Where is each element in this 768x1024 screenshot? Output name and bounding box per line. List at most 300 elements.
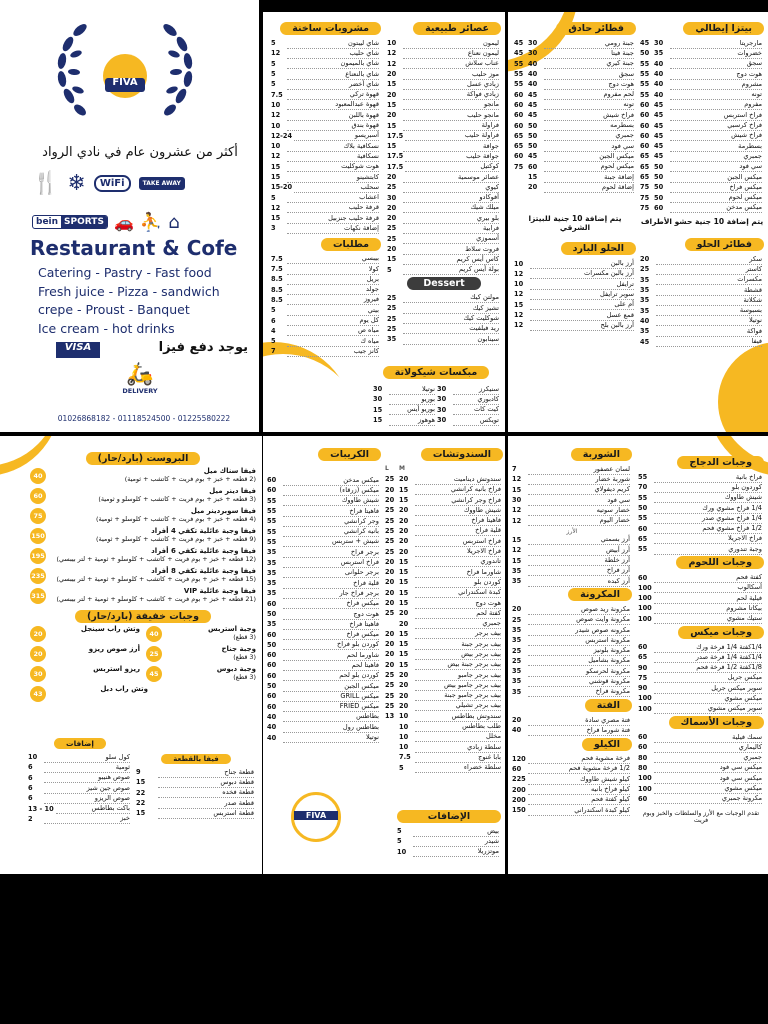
item-name: عصائر موسمية: [403, 172, 499, 183]
menu-item: [267, 629, 381, 639]
item-name: بيف برجر جامبو: [415, 670, 501, 681]
menu-item: [640, 89, 764, 99]
menu-item: [267, 722, 381, 732]
item-price-medium: 15: [399, 578, 409, 587]
menu-item: [387, 120, 501, 130]
item-price: 12: [271, 203, 281, 212]
item-name: خضار سوتيه: [528, 505, 630, 516]
menu-item: [514, 151, 636, 161]
item-price: 6: [28, 773, 33, 782]
item-name: صوص جين شيز: [44, 783, 130, 794]
item-price: 60: [267, 671, 277, 680]
item-name: صوص هنيبو: [44, 772, 130, 783]
item-price: 55: [267, 496, 277, 505]
item-name: كابتشينو: [287, 172, 379, 183]
item-name: زبادي فواكة: [403, 89, 499, 100]
section-title: مشروبات ساخنة: [280, 22, 381, 35]
extras-section: [28, 736, 132, 824]
menu-item: [387, 265, 501, 275]
item-name: فراخ استربس: [670, 110, 762, 121]
item-price: 6: [28, 763, 33, 772]
item-name: تونه: [544, 99, 634, 110]
item-price-large: 60: [514, 90, 524, 99]
meal-name: وجبة استربس: [208, 625, 256, 633]
item-price: 80: [638, 753, 648, 762]
section-title: الحلو البارد: [561, 242, 636, 255]
item-name: قمع عسل: [530, 310, 634, 321]
item-name: ميكس الجبن: [544, 151, 634, 162]
item-name: 1/2 فرخة مشوية فحم: [528, 763, 630, 774]
item-price-large: 25: [385, 701, 395, 710]
item-name: جولد: [287, 284, 379, 295]
item-name: شاي حليب: [287, 48, 379, 59]
menu-item: [638, 773, 764, 783]
item-name: ليمون نعناع: [403, 48, 499, 59]
menu-item-pair: [373, 415, 501, 425]
item-price-large: 45: [514, 39, 524, 48]
menu-item: [638, 544, 764, 554]
item-name: أسموزي: [403, 233, 499, 244]
menu-item: [512, 625, 632, 635]
item-price: 35: [640, 306, 650, 315]
item-name: وجبة تندوري: [654, 544, 762, 555]
item-price: 150: [512, 806, 526, 815]
item-name: بانيه كرانشي: [283, 526, 379, 537]
menu-item: [271, 110, 381, 120]
menu-item: [512, 555, 632, 565]
item-price-large: 25: [385, 526, 395, 535]
meal-name: أرز صوص ريزو: [88, 645, 140, 653]
item-price-large: 20: [385, 588, 395, 597]
item-name: مكرونة بشاميل: [528, 655, 630, 666]
item-price-medium: 30: [528, 49, 538, 58]
item-price-medium: 15: [399, 629, 409, 638]
item-price-medium: 20: [399, 681, 409, 690]
item-name: شيش طاووك: [283, 495, 379, 506]
item-name: شاي بالميمون: [287, 58, 379, 69]
item-name: شاي بالنعناع: [287, 69, 379, 80]
menu-item: [267, 650, 381, 660]
item-name: سلطة زبادي: [415, 742, 501, 753]
menu-item: [387, 100, 501, 110]
menu-item: [512, 535, 632, 545]
item-name: فاهيتا فراخ: [283, 619, 379, 630]
menu-item: [267, 702, 381, 712]
menu-item: [638, 642, 764, 652]
item-name: شوكليت كيك: [403, 313, 499, 324]
item-price-large: 55: [514, 70, 524, 79]
item-name: قهوة باللبن: [287, 110, 379, 121]
menu-item: [385, 485, 503, 495]
section-title: فطائر حادق: [556, 22, 636, 35]
menu-item: [638, 742, 764, 752]
item-name: بيتي: [287, 305, 379, 316]
item-price: 3: [271, 224, 276, 233]
item-price-medium: 15: [399, 640, 409, 649]
item-name: مكرونة فراخ: [528, 686, 630, 697]
item-price: 20: [387, 203, 397, 212]
section-title: إضافات: [54, 738, 106, 749]
item-price-large: 25: [385, 609, 395, 618]
item-price: 35: [512, 687, 522, 696]
price-badge: 315: [30, 588, 46, 604]
section-title: وجبات اللحوم: [676, 556, 764, 569]
amenity-icons-2: [32, 208, 252, 236]
menu-item: [28, 783, 132, 793]
item-price-medium: 60: [528, 162, 538, 171]
item-price: 15: [514, 300, 524, 309]
menu-item: [271, 192, 381, 202]
menu-item: [512, 666, 632, 676]
delivery-icon: 🛵 DELIVERY: [122, 362, 158, 395]
item-name: أرز كبده: [528, 576, 630, 587]
menu-item: [512, 676, 632, 686]
item-name: قهوة بندق: [287, 120, 379, 131]
item-price: 35: [267, 589, 277, 598]
item-price: 60: [267, 651, 277, 660]
item-name: مشروم: [670, 79, 762, 90]
item-price-medium: 50: [654, 193, 664, 202]
menu-item: [640, 182, 764, 192]
item-name: لحم مفروم: [544, 89, 634, 100]
item-price-medium: 20: [399, 537, 409, 546]
menu-item: [136, 798, 256, 808]
menu-item: [640, 38, 764, 48]
item-name: جمبري: [670, 151, 762, 162]
menu-item: [640, 151, 764, 161]
item-name: أم على: [530, 299, 634, 310]
section-title: الكريبات: [318, 448, 381, 461]
menu-item: [512, 635, 632, 645]
item-price-medium: 45: [654, 121, 664, 130]
menu-item: [387, 172, 501, 182]
item-name: إضافة جبنة: [544, 172, 634, 183]
item-price: 30: [512, 496, 522, 505]
item-name: كيلو كفتة فحم: [528, 794, 630, 805]
menu-item: [385, 557, 503, 567]
item-name: كول سلو: [44, 752, 130, 763]
item-price: 60: [267, 476, 277, 485]
item-price-medium: 15: [399, 557, 409, 566]
item-name: ميكس سي فود: [654, 762, 762, 773]
menu-item: [638, 482, 764, 492]
menu-item: [514, 258, 636, 268]
services-list: [38, 264, 220, 338]
item-price-medium: 5: [399, 763, 404, 772]
item-name: مكسرات: [656, 274, 762, 285]
item-price-large: 20: [385, 557, 395, 566]
item-name: فتة مصري سادة: [528, 715, 630, 726]
light-meal-row: [30, 646, 256, 662]
price-badge: 75: [30, 508, 46, 524]
item-name: هوت دوج: [283, 609, 379, 620]
item-price-medium: 45: [654, 111, 664, 120]
item-price: 8.5: [271, 275, 283, 284]
item-name: مكرونة قوشني: [528, 676, 630, 687]
brand-tagline: أكثر من عشرون عام في نادي الرواد: [42, 145, 238, 160]
item-price-large: 25: [385, 547, 395, 556]
item-price-medium: 20: [399, 506, 409, 515]
menu-item: [514, 38, 636, 48]
drinks-panel: [263, 12, 505, 432]
item-price: 10: [271, 142, 281, 151]
menu-item: [385, 598, 503, 608]
menu-item: [387, 59, 501, 69]
item-name: ميكس FRIED: [283, 701, 379, 712]
item-price-medium: 50: [654, 183, 664, 192]
menu-item: [638, 794, 764, 804]
item-price: 12-24: [271, 131, 293, 140]
menu-item: [640, 48, 764, 58]
item-price: 100: [638, 594, 652, 603]
menu-item: [385, 588, 503, 598]
menu-item: [385, 567, 503, 577]
brand-name: FIVA: [112, 77, 138, 88]
price-badge: 195: [30, 548, 46, 564]
item-name: أرز خلطة: [528, 555, 630, 566]
menu-item: [387, 334, 501, 344]
item-price-medium: 45: [654, 100, 664, 109]
menu-item: [385, 536, 503, 546]
item-name: كادبوري: [453, 394, 499, 405]
brand-name: FIVA: [294, 811, 338, 820]
meal-item: [30, 488, 256, 504]
item-price: 40: [267, 712, 277, 721]
item-name: تويكس: [453, 415, 499, 426]
item-price: 100: [638, 694, 652, 703]
menu-item: [638, 583, 764, 593]
item-name: فراخ شيش: [544, 110, 634, 121]
menu-item: [271, 69, 381, 79]
meals-note: تقدم الوجبات مع الأرز والسلطات والخبز وبوم فريت: [642, 810, 760, 825]
item-name: شاورما لحم: [283, 650, 379, 661]
menu-item: [397, 836, 501, 846]
menu-item: [514, 162, 636, 172]
meal-text: [46, 588, 256, 603]
item-price: 75: [638, 673, 648, 682]
item-price-medium: 40: [654, 80, 664, 89]
menu-item: [385, 752, 503, 762]
item-price-large: 55: [640, 59, 650, 68]
menu-item: [267, 660, 381, 670]
item-price: 22: [136, 788, 146, 797]
item-name: تاندوري: [415, 556, 501, 567]
item-price: 15-20: [271, 183, 293, 192]
item-price-large: 65: [640, 173, 650, 181]
item-name: هوت شوكليت: [287, 161, 379, 172]
pies-note: يتم إضافة 10 جنية للبيتزا الشرقي: [528, 214, 622, 233]
item-name: فيفا: [656, 336, 762, 347]
item-name: وجر كرانشي: [283, 516, 379, 527]
item-price-medium: 45: [528, 90, 538, 99]
menu-item: [638, 523, 764, 533]
item-price: 25: [387, 304, 397, 313]
item-price: 80: [638, 763, 648, 772]
item-price-medium: 50: [654, 162, 664, 171]
item-price: 65: [638, 653, 648, 662]
item-name: إضافة لحوم: [544, 182, 634, 193]
service-line: Catering - Pastry - Fast food: [38, 265, 212, 280]
menu-item: [387, 162, 501, 172]
menu-item: [267, 732, 381, 742]
item-name: ميلك شيك: [403, 202, 499, 213]
item-name: فرخة مشوية فحم: [528, 753, 630, 764]
menu-item: [267, 496, 381, 506]
menu-item: [514, 320, 636, 330]
menu-item: [638, 472, 764, 482]
meal-name: فيفا وجبة عائلية تكفي 6 أفراد: [151, 547, 256, 555]
item-price: 35: [512, 626, 522, 634]
menu-item: [387, 244, 501, 254]
item-price: 60: [512, 764, 522, 773]
item-price-large: 20: [385, 599, 395, 607]
item-name: سكر: [656, 254, 762, 265]
menu-item: [512, 795, 632, 805]
service-line: Fresh juice - Pizza - sandwich: [38, 283, 220, 299]
item-price: 10: [514, 280, 524, 289]
meal-item: [30, 468, 256, 484]
item-price: 55: [638, 514, 648, 523]
item-price-medium: 50: [654, 173, 664, 181]
menu-item: [512, 774, 632, 784]
item-name: مانجو حليب: [403, 110, 499, 121]
item-name: بسبوسة: [656, 305, 762, 316]
item-price: 35: [512, 636, 522, 645]
menu-item: [271, 213, 381, 223]
item-price-medium: 40: [528, 80, 538, 89]
section-title: وجبات خفيفة (بارد/حار): [75, 610, 211, 623]
menu-item: [387, 203, 501, 213]
menu-item: [385, 649, 503, 659]
item-name: كانز جيب: [287, 346, 379, 357]
menu-item: [271, 48, 381, 58]
item-name: سلطة خضراء: [415, 762, 501, 773]
item-price: 100: [638, 614, 652, 623]
item-price-medium: 45: [528, 111, 538, 120]
menu-item: [267, 537, 381, 547]
item-price-large: 20: [385, 496, 395, 505]
item-price: 15: [512, 485, 522, 494]
item-name: قلية فراخ: [415, 525, 501, 536]
item-name: بوريو: [389, 394, 435, 405]
item-name: أرز بالبن: [530, 258, 634, 269]
item-price-medium: 50: [528, 142, 538, 151]
item-name: مياه ص: [287, 325, 379, 336]
item-price: 25: [387, 234, 397, 243]
meal-text: [154, 686, 256, 694]
item-name: خضار اليوم: [528, 515, 630, 526]
item-name: فراخ بانيه كرانشي: [415, 484, 501, 495]
item-price: 40: [267, 733, 277, 742]
item-name: مكرونة جمبري: [654, 793, 762, 804]
item-price-large: 75: [640, 193, 650, 202]
item-name: جبنة رومي: [544, 38, 634, 49]
meal-desc: (2 قطعه + خبز + بوم فريت + كاتشب + ثومية): [124, 474, 256, 483]
pies-section: [514, 20, 636, 331]
item-price-large: 55: [640, 70, 650, 79]
item-price: 70: [638, 483, 648, 492]
item-name: قطعة دبوس: [158, 777, 254, 788]
item-name: شاي أخضر: [287, 79, 379, 90]
meal-name: وتش راب دبل: [100, 685, 148, 693]
item-price: 35: [267, 568, 277, 577]
menu-item: [385, 474, 503, 484]
item-name: برجر فراخ: [283, 547, 379, 558]
menu-item: [514, 59, 636, 69]
item-price: 35: [512, 677, 522, 686]
menu-item: [514, 131, 636, 141]
menu-item: [512, 474, 632, 484]
meal-name: فيفا سوبردينر ميل: [190, 507, 256, 515]
brand-panel: [0, 0, 259, 432]
item-name: قطعة فخده: [158, 787, 254, 798]
menu-item: [640, 172, 764, 182]
item-price-large: 20: [385, 485, 395, 494]
visa-text: يوجد دفع فيزا: [158, 340, 248, 355]
menu-item: [638, 693, 764, 703]
menu-item: [267, 588, 381, 598]
menu-item: [385, 505, 503, 515]
item-name: قطعة صدر: [158, 798, 254, 809]
menu-item: [512, 725, 632, 735]
item-name: أرز فراخ: [528, 565, 630, 576]
item-price: 55: [267, 517, 277, 526]
menu-item: [640, 192, 764, 202]
item-name: ميكس GRILL: [283, 691, 379, 702]
menu-item: [638, 732, 764, 742]
menu-item: [640, 59, 764, 69]
item-price-medium: 40: [654, 70, 664, 79]
item-price-medium: 15: [399, 599, 409, 607]
item-name: بطاطس: [283, 711, 379, 722]
menu-item: [271, 203, 381, 213]
item-price: 7: [271, 347, 276, 356]
car-icon: 🚗: [113, 212, 134, 232]
item-price: 100: [638, 774, 652, 783]
pizza-panel: [508, 12, 768, 432]
item-price-medium: 40: [528, 59, 538, 68]
item-name: هوت دوج: [670, 69, 762, 80]
item-name: نسكافية: [287, 151, 379, 162]
item-price: 15: [512, 535, 522, 544]
meal-desc: (9 قطعه + خبز + بوم فريت + كاتشب + كلوسلو + ثومية): [96, 534, 256, 543]
menu-item: [514, 300, 636, 310]
item-name: ليمون: [403, 38, 499, 49]
item-price-medium: 10: [399, 732, 409, 741]
menu-item: [267, 578, 381, 588]
item-name: ميكس لحوم: [670, 192, 762, 203]
item-price: 15: [373, 416, 383, 425]
item-price: 200: [512, 795, 526, 804]
visa-logo: VISA: [56, 342, 100, 358]
item-price: 60: [638, 733, 648, 742]
item-price-large: 55: [640, 80, 650, 89]
item-price: 20: [387, 111, 397, 120]
item-price-large: 60: [640, 111, 650, 120]
meal-text: [46, 666, 140, 674]
menu-item: [28, 762, 132, 772]
menu-item: [514, 89, 636, 99]
item-name: كاس أيس كريم: [403, 254, 499, 265]
price-badge: 30: [30, 666, 46, 682]
item-price: 15: [271, 214, 281, 223]
meal-text: [46, 488, 256, 503]
item-name: شكلاتة: [656, 295, 762, 306]
item-name: ترايفل: [530, 279, 634, 290]
item-name: فاهيتا فراخ: [415, 515, 501, 526]
menu-item: [271, 162, 381, 172]
item-price: 5: [271, 193, 276, 202]
